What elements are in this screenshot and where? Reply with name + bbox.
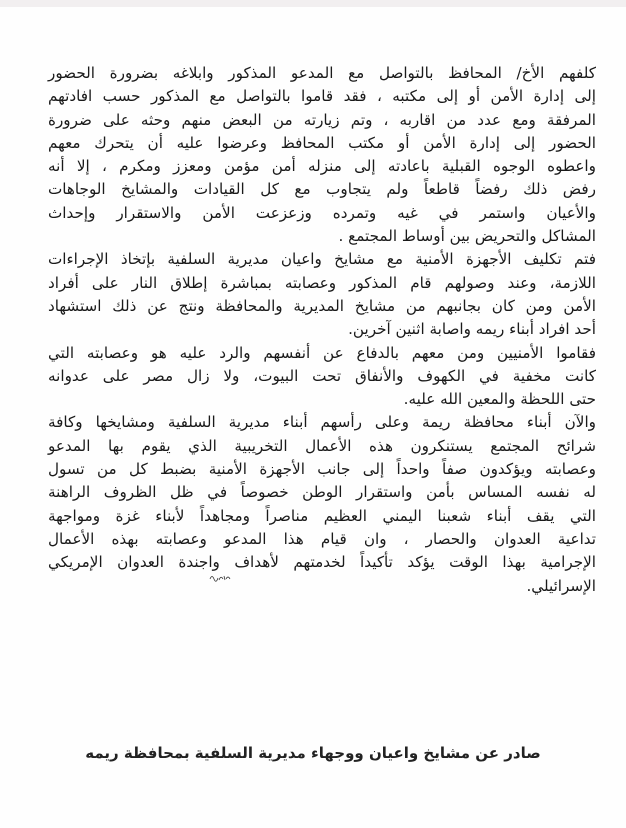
paragraph-4 (48, 411, 596, 597)
text-line: كلفهم الأخ/ المحافظ بالتواصل مع المدعو المذكور وابلاغه بضرورة الحضور (48, 64, 596, 82)
text-line: كانت مخفية في الكهوف والأنفاق تحت البيوت، ولا زال مصر على عدوانه (48, 366, 596, 385)
text-line: شرائح المجتمع يستنكرون هذه الأعمال التخريبية الذي يقوم بها المدعو (48, 436, 596, 455)
text-line: المرفقة ومع عدد من اقاربه ، وتم زيارته من البعض منهم وحثه على ضرورة (48, 110, 596, 129)
text-line: واعطوه الوجوه القبلية باعادته إلى منزله أمن مؤمن ومعزز ومكرم ، إلا أنه (48, 157, 596, 176)
text-line: المشاكل والتحريض بين أوساط المجتمع . (338, 227, 596, 246)
document-body (48, 62, 596, 598)
text-line: إلى إدارة الأمن أو إلى مكتبه ، فقد قاموا بالتواصل مع المذكور حسب افادتهم (48, 87, 596, 106)
paragraph-2 (48, 248, 596, 341)
top-edge-strip (0, 0, 626, 7)
text-line: الإسرائيلي. (526, 576, 596, 595)
text-line: الحضور إلى إدارة الأمن أو مكتب المحافظ وعرضوا عليه أن يتحرك معهم (48, 133, 596, 152)
text-line: أحد افراد أبناء ريمه واصابة اثنين آخرين. (348, 320, 596, 339)
text-line: تداعية العدوان والحصار ، وان قيام هذا المدعو وعصابته بهذه الأعمال (48, 529, 596, 548)
document-signature-line: صادر عن مشايخ واعيان ووجهاء مديرية السلفية بمحافظة ريمه (85, 744, 541, 762)
handwritten-annotation-mark (209, 573, 231, 582)
text-line: حتى اللحظة والمعين الله عليه. (403, 390, 596, 409)
text-line: وعصابته ويؤكدون صفاً واحداً إلى جانب الأجهزة الأمنية بضبط كل من تسول (48, 460, 596, 479)
text-line: فقاموا الأمنيين ومن معهم بالدفاع عن أنفسهم والرد عليه هو وعصابته التي (48, 343, 596, 362)
text-line: رفض ذلك رفضاً قاطعاً ولم يتجاوب مع كل القيادات والمشايخ الوجاهات (48, 180, 596, 199)
text-line: الأمن ومن كان بجانبهم من مشايخ المديرية والمحافظة ونتج عن ذلك استشهاد (48, 296, 596, 315)
text-line: اللازمة، وعند وصولهم قام المذكور وعصابته بمباشرة إطلاق النار على أفراد (48, 273, 596, 292)
text-line: الإجرامية بهذا الوقت يؤكد تأكيداً لخدمتهم لأهداف واجندة العدوان الإمريكي (48, 553, 596, 572)
text-line: التي يقف أبناء شعبنا اليمني العظيم مناصراً ومجاهداً لأبناء غزة ومواجهة (48, 506, 596, 525)
text-line: فتم تكليف الأجهزة الأمنية مع مشايخ واعيان مديرية السلفية بإتخاذ الإجراءات (48, 250, 596, 269)
text-line: والآن أبناء محافظة ريمة وعلى رأسهم أبناء مديرية السلفية ومشايخها وكافة (48, 413, 596, 432)
paragraph-1 (48, 62, 596, 248)
paragraph-3 (48, 342, 596, 412)
text-line: والأعيان واستمر في غيه وتمرده وزعزعت الأمن والاستقرار وإحداث (48, 203, 596, 222)
text-line: له نفسه المساس بأمن واستقرار الوطن خصوصاً في ظل الظروف الراهنة (48, 483, 596, 502)
